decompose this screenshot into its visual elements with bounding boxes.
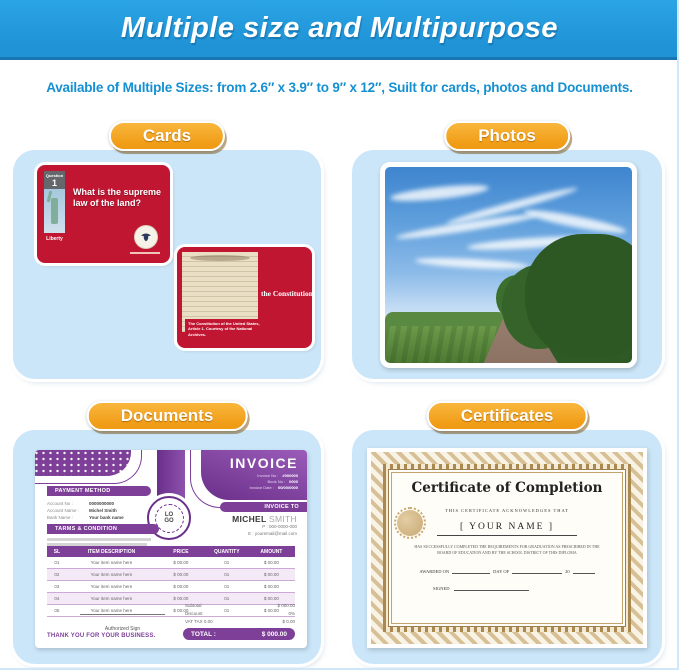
table-cell: 02 (54, 572, 60, 577)
meta-label: Book No : (267, 479, 286, 484)
totals-label: Discount (185, 611, 203, 616)
name-underline (437, 532, 577, 536)
totals-row (185, 602, 295, 610)
total-label: TOTAL : (191, 630, 216, 638)
meta-value: #000000 (282, 473, 298, 478)
day-of-label: DAY OF (493, 569, 510, 574)
blank-line (512, 568, 562, 574)
certificate-content (391, 472, 623, 624)
seal-caption (130, 252, 160, 255)
panel-documents (13, 406, 321, 664)
table-cell: 01 (54, 560, 60, 565)
meta-value: 0000 (289, 479, 298, 484)
awarded-label: AWARDED ON (419, 569, 450, 574)
constitution-title: the Constitution (261, 289, 313, 298)
table-cell: Your item name here (90, 608, 133, 613)
table-cell: $ 00.00 (263, 560, 279, 565)
totals-label: VAT TAX 0.00 (185, 619, 213, 624)
meta-value: 00/00/0000 (277, 485, 298, 490)
client-last-name: SMITH (269, 514, 297, 524)
invoice-header-shape (201, 450, 307, 500)
pill-certificates: Certificates (427, 401, 588, 431)
table-header-cell: QUANTITY (213, 548, 240, 555)
meta-label: Invoice Date : (249, 485, 274, 490)
payment-row (47, 500, 157, 507)
invoice-top-left-shape (35, 450, 131, 476)
payment-label: Account No : (47, 501, 73, 506)
totals-row (185, 618, 295, 626)
table-row (47, 569, 295, 581)
constitution-caption: The Constitution of the United States, Article 1. Courtesy of the National Archives. (185, 319, 273, 340)
question-text: What is the supreme law of the land? (73, 187, 162, 208)
table-cell: $ 00.00 (263, 596, 279, 601)
blank-line (454, 585, 529, 591)
authorized-sign-label: Authorized Sign (104, 626, 141, 632)
total-value: $ 000.00 (261, 630, 287, 638)
table-cell: $ 00.00 (173, 596, 189, 601)
totals-value: $ 000.00 (277, 603, 295, 608)
authorized-sign (80, 614, 165, 635)
payment-method-heading: PAYMENT METHOD (47, 486, 151, 496)
table-cell: 01 (224, 560, 230, 565)
question-tag-box (44, 171, 65, 189)
table-header-cell: PRICE (173, 548, 189, 555)
table-cell: 01 (224, 584, 230, 589)
table-cell: $ 00.00 (173, 560, 189, 565)
invoice-meta (201, 473, 307, 491)
invoice-meta-row (201, 485, 307, 491)
blank-line (452, 568, 490, 574)
panel-cards (13, 126, 321, 379)
meta-label: Invoice No : (257, 473, 279, 478)
thanks-note: THANK YOU FOR YOUR BUSINESS. (47, 633, 156, 639)
table-header-cell: ITEM DESCRIPTION (87, 548, 136, 555)
subtitle: Available of Multiple Sizes: from 2.6″ x 3.9″ to 9″ x 12″, Suilt for cards, photos and Documents. (46, 80, 633, 95)
signed-label: SIGNED (433, 586, 450, 591)
table-cell: $ 00.00 (173, 584, 189, 589)
question-tag: Question (45, 173, 64, 178)
certificate-body: HAS SUCCESSFULLY COMPLETED THE REQUIREMENTS FOR GRADUATION AS PRESCRIBED IN THE BOARD OF EDUCATION AND BY THE SCHOOL DISTRICT OF THIS DIPLOMA (414, 544, 600, 555)
payment-label: Bank Name : (47, 515, 74, 520)
client-email: E : youremail@mail.com (248, 530, 297, 536)
pill-photos: Photos (444, 121, 570, 151)
client-name (232, 514, 297, 524)
header-banner (0, 0, 679, 60)
payment-rows (47, 500, 157, 521)
payment-value: 0000000000 (89, 501, 115, 506)
table-row (47, 557, 295, 569)
payment-row (47, 507, 157, 514)
table-header-row (47, 546, 295, 557)
invoice-to-heading: INVOICE TO (220, 502, 307, 512)
logo-line1: LO (164, 511, 174, 518)
blank-line (573, 568, 595, 574)
table-cell: 05 (54, 608, 60, 613)
totals-row (185, 610, 295, 618)
totals-value: $ 0.00 (282, 619, 295, 624)
table-cell: Your item name here (90, 596, 133, 601)
payment-value: Your bank name (89, 515, 124, 520)
table-cell: 01 (224, 572, 230, 577)
signed-row (433, 585, 529, 591)
totals-value: 0% (288, 611, 295, 616)
client-first-name: MICHEL (232, 514, 267, 524)
table-cell: Your item name here (90, 584, 133, 589)
table-cell: $ 00.00 (263, 572, 279, 577)
client-block (232, 514, 297, 537)
cloud (414, 256, 528, 271)
table-cell: 04 (54, 596, 60, 601)
table-cell: $ 00.00 (263, 584, 279, 589)
payment-label: Account Name : (47, 508, 80, 513)
logo-line2: GO (164, 518, 174, 524)
table-row (47, 581, 295, 593)
table-cell: 01 (224, 608, 230, 613)
table-cell: Your item name here (90, 572, 133, 577)
table-cell: $ 00.00 (173, 572, 189, 577)
certificate-title: Certificate of Completion (411, 480, 603, 496)
table-cell: $ 00.00 (263, 608, 279, 613)
cloud (523, 206, 627, 237)
landscape-photo (380, 162, 637, 368)
invoice-sheet (35, 450, 307, 648)
statue-of-liberty-image (44, 189, 65, 233)
payment-row (47, 514, 157, 521)
panel-certificates (352, 406, 662, 664)
question-strip (44, 171, 65, 255)
liberty-label: Liberty (46, 236, 63, 242)
terms-heading: TARMS & CONDITION (47, 524, 159, 534)
cloud (390, 181, 490, 203)
signature-line (80, 614, 165, 615)
table-cell: 01 (224, 596, 230, 601)
total-banner (183, 628, 295, 640)
invoice-title: INVOICE (229, 455, 298, 471)
certificate-subheading: THIS CERTIFICATE ACKNOWLEDGES THAT (444, 508, 570, 513)
totals-label: Subtotal (185, 603, 202, 608)
table-cell: $ 00.00 (173, 608, 189, 613)
certificate-sheet (367, 448, 647, 648)
panel-photos (352, 126, 662, 379)
awarded-row (419, 568, 594, 574)
question-number: 1 (51, 178, 57, 188)
table-cell: Your item name here (90, 560, 133, 565)
table-header-cell: AMOUNT (260, 548, 283, 555)
totals-block (185, 602, 295, 626)
flashcard-constitution (177, 247, 312, 348)
tree (525, 234, 637, 359)
eagle-seal-icon (135, 226, 157, 248)
pill-cards: Cards (109, 121, 225, 151)
certificate-name: [ YOUR NAME ] (460, 522, 554, 532)
table-header-cell: SL (53, 548, 61, 555)
client-phone: P : 000-0000-000 (262, 524, 297, 529)
table-cell: 03 (54, 584, 60, 589)
page-title: Multiple size and Multipurpose (120, 12, 559, 44)
year-prefix: 20 (565, 569, 570, 574)
flashcard-question (37, 165, 170, 263)
payment-value: Michel Smith (89, 508, 117, 513)
pill-documents: Documents (87, 401, 248, 431)
